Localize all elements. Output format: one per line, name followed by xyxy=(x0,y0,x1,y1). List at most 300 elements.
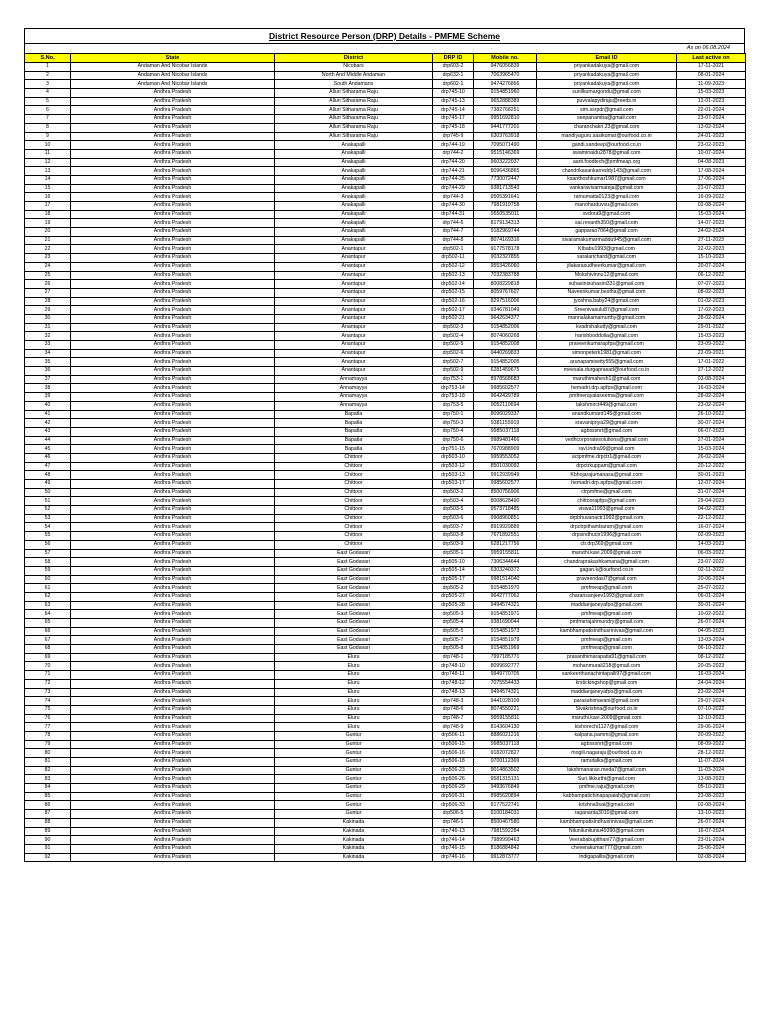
cell-district: Anantapur xyxy=(275,280,433,289)
cell-district: Eluru xyxy=(275,697,433,706)
cell-email: mogili.nagaraju@ourfood.co.in xyxy=(537,749,677,758)
cell-mobile: 9154852005 xyxy=(474,358,537,367)
cell-email: mannalakamamurthy@gmail.com xyxy=(537,314,677,323)
cell-district: Chittoor xyxy=(275,532,433,541)
cell-district: South Andamans xyxy=(275,80,433,89)
cell-district: Chittoor xyxy=(275,471,433,480)
cell-state: Andhra Pradesh xyxy=(71,332,275,341)
cell-last-active: 04-05-2023 xyxy=(677,627,746,636)
cell-mobile: 9014863502 xyxy=(474,766,537,775)
cell-sno: 89 xyxy=(25,827,71,836)
cell-state: Andhra Pradesh xyxy=(71,384,275,393)
cell-last-active: 23-07-2024 xyxy=(677,115,746,124)
cell-last-active: 23-02-2024 xyxy=(677,401,746,410)
table-row xyxy=(25,636,746,645)
cell-sno: 70 xyxy=(25,662,71,671)
cell-district: Bapatla xyxy=(275,427,433,436)
cell-district: Guntur xyxy=(275,749,433,758)
cell-state: Andhra Pradesh xyxy=(71,601,275,610)
cell-mobile: 9441028109 xyxy=(474,697,537,706)
cell-district: Chittoor xyxy=(275,462,433,471)
cell-sno: 52 xyxy=(25,506,71,515)
cell-mobile: 8074550221 xyxy=(474,705,537,714)
cell-mobile: 9032327855 xyxy=(474,254,537,263)
cell-mobile: 9182072827 xyxy=(474,749,537,758)
cell-mobile: 8500467580 xyxy=(474,818,537,827)
cell-mobile: 9177522741 xyxy=(474,801,537,810)
cell-sno: 69 xyxy=(25,653,71,662)
cell-sno: 80 xyxy=(25,749,71,758)
cell-last-active: 12-07-2024 xyxy=(677,480,746,489)
cell-last-active: 23-01-2024 xyxy=(677,836,746,845)
cell-sno: 78 xyxy=(25,731,71,740)
cell-state: Andhra Pradesh xyxy=(71,584,275,593)
table-row xyxy=(25,149,746,158)
cell-drp-id: drp745-17 xyxy=(433,115,474,124)
cell-mobile: 8985620894 xyxy=(474,792,537,801)
cell-last-active: 23-02-2024 xyxy=(677,688,746,697)
cell-state: Andhra Pradesh xyxy=(71,523,275,532)
cell-drp-id: drp502-7 xyxy=(433,358,474,367)
table-row xyxy=(25,236,746,245)
table-row xyxy=(25,332,746,341)
cell-district: Anantapur xyxy=(275,262,433,271)
cell-sno: 12 xyxy=(25,158,71,167)
cell-state: Andhra Pradesh xyxy=(71,271,275,280)
cell-last-active: 02-08-2024 xyxy=(677,801,746,810)
cell-mobile: 9949770705 xyxy=(474,671,537,680)
cell-last-active: 25-07-2022 xyxy=(677,584,746,593)
cell-district: Bapatla xyxy=(275,445,433,454)
cell-email: priyankadakuya@gmail.com xyxy=(537,80,677,89)
table-row xyxy=(25,280,746,289)
cell-sno: 79 xyxy=(25,740,71,749)
cell-email: Veerababupithani77@gmail.com xyxy=(537,836,677,845)
cell-mobile: 6281217756 xyxy=(474,540,537,549)
cell-email: pmfmerayalaseema@gmail.com xyxy=(537,393,677,402)
cell-drp-id: drp753-5 xyxy=(433,401,474,410)
cell-sno: 72 xyxy=(25,679,71,688)
cell-sno: 11 xyxy=(25,149,71,158)
cell-email: kalpana.pammi@gmail.com xyxy=(537,731,677,740)
cell-sno: 28 xyxy=(25,297,71,306)
cell-last-active: 08-12-2022 xyxy=(677,653,746,662)
cell-email: hemadri.drp.apfps@gmail.com xyxy=(537,480,677,489)
cell-state: Andhra Pradesh xyxy=(71,123,275,132)
cell-last-active: 06-01-2024 xyxy=(677,592,746,601)
table-row xyxy=(25,497,746,506)
cell-mobile: 7671892551 xyxy=(474,532,537,541)
cell-last-active: 10-02-2022 xyxy=(677,610,746,619)
cell-email: ravi.indra99@gmail.com xyxy=(537,445,677,454)
cell-drp-id: drp505-17 xyxy=(433,575,474,584)
cell-email: lakshmirct449@gmail.com xyxy=(537,401,677,410)
cell-state: Andhra Pradesh xyxy=(71,367,275,376)
cell-state: Andhra Pradesh xyxy=(71,688,275,697)
cell-email: jyoshna.baby24@gmail.com xyxy=(537,297,677,306)
cell-drp-id: drp746-13 xyxy=(433,827,474,836)
cell-state: Andhra Pradesh xyxy=(71,506,275,515)
table-row xyxy=(25,836,746,845)
cell-email: gapparao7064@gmail.com xyxy=(537,228,677,237)
cell-email: Mokshivinnu12@gmail.com xyxy=(537,271,677,280)
cell-drp-id: drp503-13 xyxy=(433,471,474,480)
cell-state: Andhra Pradesh xyxy=(71,132,275,141)
cell-mobile: 8074060268 xyxy=(474,332,537,341)
cell-district: Anantapur xyxy=(275,245,433,254)
cell-mobile: 7997185771 xyxy=(474,653,537,662)
cell-sno: 73 xyxy=(25,688,71,697)
cell-district: Guntur xyxy=(275,784,433,793)
cell-last-active: 01-02-2023 xyxy=(677,297,746,306)
cell-state: Andhra Pradesh xyxy=(71,453,275,462)
cell-sno: 88 xyxy=(25,818,71,827)
cell-state: Andhra Pradesh xyxy=(71,714,275,723)
cell-sno: 65 xyxy=(25,619,71,628)
cell-state: Andhra Pradesh xyxy=(71,740,275,749)
table-row xyxy=(25,358,746,367)
cell-mobile: 6303763918 xyxy=(474,132,537,141)
title-text: District Resource Person (DRP) Details - PMFME Scheme xyxy=(269,31,500,41)
cell-district: East Godavari xyxy=(275,566,433,575)
cell-mobile: 9959155811 xyxy=(474,714,537,723)
cell-last-active: 14-07-2023 xyxy=(677,219,746,228)
cell-drp-id: drp753-14 xyxy=(433,384,474,393)
cell-last-active: 07-07-2023 xyxy=(677,280,746,289)
cell-sno: 35 xyxy=(25,358,71,367)
cell-last-active: 17-02-2023 xyxy=(677,306,746,315)
cell-email: sravanipriya29@gmail.com xyxy=(537,419,677,428)
cell-drp-id: drp750-4 xyxy=(433,427,474,436)
cell-sno: 4 xyxy=(25,89,71,98)
cell-state: Andhra Pradesh xyxy=(71,358,275,367)
cell-drp-id: drp505-14 xyxy=(433,566,474,575)
cell-email: sunilkumargondu@gmail.com xyxy=(537,89,677,98)
cell-mobile: 8074169316 xyxy=(474,236,537,245)
cell-drp-id: drp503-12 xyxy=(433,462,474,471)
cell-drp-id: drp502-6 xyxy=(433,349,474,358)
table-row xyxy=(25,584,746,593)
col-header-district: District xyxy=(275,54,433,63)
cell-state: Andhra Pradesh xyxy=(71,89,275,98)
cell-district: Anantapur xyxy=(275,367,433,376)
cell-sno: 17 xyxy=(25,202,71,211)
cell-sno: 50 xyxy=(25,488,71,497)
table-row xyxy=(25,63,746,72)
cell-email: drpctrkuppam@gmail.com xyxy=(537,462,677,471)
cell-email: harishboddolla@gmail.com xyxy=(537,332,677,341)
cell-district: Alluri Sitharama Raju xyxy=(275,123,433,132)
cell-state: Andhra Pradesh xyxy=(71,288,275,297)
cell-district: Annamayya xyxy=(275,384,433,393)
cell-state: Andhra Pradesh xyxy=(71,254,275,263)
cell-sno: 20 xyxy=(25,228,71,237)
col-header-state: State xyxy=(71,54,275,63)
cell-district: Anantapur xyxy=(275,358,433,367)
cell-last-active: 06-03-2022 xyxy=(677,549,746,558)
cell-district: Anantapur xyxy=(275,306,433,315)
cell-drp-id: drp505-2 xyxy=(433,584,474,593)
cell-email: meesala.durgaprasad@ourfood.co.in xyxy=(537,367,677,376)
cell-last-active: 29-07-2024 xyxy=(677,697,746,706)
cell-state: Andhra Pradesh xyxy=(71,419,275,428)
table-row xyxy=(25,653,746,662)
table-row xyxy=(25,749,746,758)
cell-drp-id: drp751-15 xyxy=(433,445,474,454)
cell-state: Andhra Pradesh xyxy=(71,158,275,167)
cell-sno: 49 xyxy=(25,480,71,489)
table-row xyxy=(25,71,746,80)
cell-email: arunapamisetty555@gmail.com xyxy=(537,358,677,367)
cell-drp-id: drp503-4 xyxy=(433,497,474,506)
cell-drp-id: drp746-1 xyxy=(433,818,474,827)
cell-last-active: 13-02-2024 xyxy=(677,123,746,132)
cell-district: Kakinada xyxy=(275,836,433,845)
col-header-mobile: Mobile no. xyxy=(474,54,537,63)
cell-sno: 40 xyxy=(25,401,71,410)
cell-email: kvadrshakutty@gmail.com xyxy=(537,323,677,332)
table-row xyxy=(25,705,746,714)
table-row xyxy=(25,288,746,297)
cell-email: maddianjaneyafpo@gmail.com xyxy=(537,601,677,610)
cell-last-active: 02-09-2023 xyxy=(677,532,746,541)
cell-state: Andhra Pradesh xyxy=(71,141,275,150)
cell-sno: 30 xyxy=(25,314,71,323)
as-on-date: As on 06.08.2024 xyxy=(24,44,745,53)
cell-drp-id: drp505-7 xyxy=(433,636,474,645)
cell-drp-id: drp503-7 xyxy=(433,523,474,532)
cell-mobile: 9476056839 xyxy=(474,63,537,72)
cell-drp-id: drp506-16 xyxy=(433,749,474,758)
cell-sno: 44 xyxy=(25,436,71,445)
table-row xyxy=(25,175,746,184)
cell-last-active: 13-10-2023 xyxy=(677,810,746,819)
cell-email: sai.revanth350@gmail.com xyxy=(537,219,677,228)
cell-district: Eluru xyxy=(275,679,433,688)
cell-mobile: 8179134313 xyxy=(474,219,537,228)
cell-district: Alluri Sitharama Raju xyxy=(275,132,433,141)
cell-sno: 5 xyxy=(25,97,71,106)
cell-state: Andhra Pradesh xyxy=(71,549,275,558)
cell-sno: 31 xyxy=(25,323,71,332)
cell-mobile: 8919929889 xyxy=(474,523,537,532)
cell-state: Andhra Pradesh xyxy=(71,149,275,158)
cell-district: Chittoor xyxy=(275,480,433,489)
cell-district: Guntur xyxy=(275,740,433,749)
cell-state: Andhra Pradesh xyxy=(71,827,275,836)
cell-sno: 3 xyxy=(25,80,71,89)
cell-district: Chittoor xyxy=(275,514,433,523)
cell-last-active: 13-03-2024 xyxy=(677,636,746,645)
cell-sno: 61 xyxy=(25,584,71,593)
cell-email: agbsssnrt@gmail.com xyxy=(537,427,677,436)
cell-mobile: 7382768251 xyxy=(474,106,537,115)
table-row xyxy=(25,679,746,688)
table-row xyxy=(25,662,746,671)
table-row xyxy=(25,549,746,558)
cell-district: East Godavari xyxy=(275,592,433,601)
cell-email: vankaravivarmateja@gmail.com xyxy=(537,184,677,193)
cell-email: Kbhojarajumanasa@gmail.com xyxy=(537,471,677,480)
cell-state: Andhra Pradesh xyxy=(71,167,275,176)
cell-state: Andhra Pradesh xyxy=(71,818,275,827)
cell-sno: 91 xyxy=(25,844,71,853)
cell-mobile: 7063965470 xyxy=(474,71,537,80)
cell-email: priyankadakuya@gmail.com xyxy=(537,71,677,80)
cell-last-active: 07-10-2022 xyxy=(677,705,746,714)
cell-sno: 58 xyxy=(25,558,71,567)
table-row xyxy=(25,436,746,445)
cell-mobile: 9154851960 xyxy=(474,89,537,98)
cell-sno: 8 xyxy=(25,123,71,132)
cell-last-active: 17-08-2024 xyxy=(677,167,746,176)
table-row xyxy=(25,349,746,358)
table-row xyxy=(25,228,746,237)
cell-district: Anantapur xyxy=(275,349,433,358)
cell-district: Anantapur xyxy=(275,332,433,341)
cell-email: Sreenivasulu87@gmail.com xyxy=(537,306,677,315)
cell-district: Eluru xyxy=(275,662,433,671)
cell-state: Andhra Pradesh xyxy=(71,575,275,584)
cell-state: Andhra Pradesh xyxy=(71,514,275,523)
cell-mobile: 7075554433 xyxy=(474,679,537,688)
cell-state: Andhra Pradesh xyxy=(71,566,275,575)
cell-district: Anakapalli xyxy=(275,228,433,237)
cell-district: Alluri Sitharama Raju xyxy=(275,106,433,115)
cell-district: Guntur xyxy=(275,766,433,775)
cell-last-active: 16-07-2024 xyxy=(677,523,746,532)
cell-last-active: 16-07-2024 xyxy=(677,827,746,836)
cell-drp-id: drp506-33 xyxy=(433,801,474,810)
cell-mobile: 7981919758 xyxy=(474,202,537,211)
cell-drp-id: drp503-9 xyxy=(433,540,474,549)
table-row xyxy=(25,540,746,549)
cell-state: Andhra Pradesh xyxy=(71,401,275,410)
cell-email: saralarichard@gmail.com xyxy=(537,254,677,263)
cell-email: gagan.k@ourfood.co.in xyxy=(537,566,677,575)
cell-sno: 71 xyxy=(25,671,71,680)
cell-last-active: 03-08-2024 xyxy=(677,375,746,384)
table-row xyxy=(25,731,746,740)
table-row xyxy=(25,384,746,393)
cell-district: Kakinada xyxy=(275,853,433,862)
cell-drp-id: drp748-11 xyxy=(433,671,474,680)
cell-district: Anakapalli xyxy=(275,149,433,158)
cell-email: lakshmanarao.meda7@gmail.com xyxy=(537,766,677,775)
cell-state: Andhra Pradesh xyxy=(71,202,275,211)
cell-email: aarti.foodtech@pmfmeap.org xyxy=(537,158,677,167)
table-row xyxy=(25,827,746,836)
cell-mobile: 9985602577 xyxy=(474,384,537,393)
cell-drp-id: drp750-1 xyxy=(433,410,474,419)
cell-mobile: 8008628490 xyxy=(474,497,537,506)
cell-sno: 85 xyxy=(25,792,71,801)
cell-state: Andhra Pradesh xyxy=(71,245,275,254)
cell-drp-id: drp744-31 xyxy=(433,210,474,219)
cell-email: hemadri.drp.apfps@gmail.com xyxy=(537,384,677,393)
cell-mobile: 8297516006 xyxy=(474,297,537,306)
cell-district: Alluri Sitharama Raju xyxy=(275,89,433,98)
cell-state: Andhra Pradesh xyxy=(71,627,275,636)
cell-sno: 46 xyxy=(25,453,71,462)
cell-email: simonpeterk1981@gmail.com xyxy=(537,349,677,358)
cell-email: svdora9@gmail.com xyxy=(537,210,677,219)
cell-sno: 15 xyxy=(25,184,71,193)
cell-email: parasahimavani@gmail.com xyxy=(537,697,677,706)
cell-district: East Godavari xyxy=(275,627,433,636)
cell-last-active: 30-07-2024 xyxy=(677,419,746,428)
cell-district: East Godavari xyxy=(275,610,433,619)
cell-last-active: 02-08-2024 xyxy=(677,853,746,862)
cell-email: actpmfme.drpctr1@gmail.com xyxy=(537,453,677,462)
document-title xyxy=(24,28,745,44)
cell-district: Kakinada xyxy=(275,818,433,827)
cell-drp-id: drp505-5 xyxy=(433,627,474,636)
cell-last-active: 08-01-2024 xyxy=(677,71,746,80)
cell-mobile: 9603222037 xyxy=(474,158,537,167)
cell-sno: 45 xyxy=(25,445,71,454)
cell-email: pmfmerajahmundry@gmail.com xyxy=(537,619,677,628)
cell-mobile: 9553426060 xyxy=(474,262,537,271)
cell-state: Andhra Pradesh xyxy=(71,636,275,645)
cell-state: Andhra Pradesh xyxy=(71,314,275,323)
table-row xyxy=(25,158,746,167)
cell-mobile: 8059767607 xyxy=(474,288,537,297)
cell-district: Anakapalli xyxy=(275,219,433,228)
cell-mobile: 8186884842 xyxy=(474,844,537,853)
cell-mobile: 9100184031 xyxy=(474,810,537,819)
cell-mobile: 9494574321 xyxy=(474,601,537,610)
cell-sno: 92 xyxy=(25,853,71,862)
table-row xyxy=(25,401,746,410)
cell-district: Anantapur xyxy=(275,323,433,332)
cell-last-active: 28-12-2022 xyxy=(677,749,746,758)
cell-email: maddianjaneyafpo@gmail.com xyxy=(537,688,677,697)
cell-district: Anantapur xyxy=(275,254,433,263)
cell-drp-id: drp750-6 xyxy=(433,436,474,445)
cell-drp-id: drp502-16 xyxy=(433,297,474,306)
table-row xyxy=(25,766,746,775)
cell-sno: 67 xyxy=(25,636,71,645)
cell-state: Andaman And Nicobar Islands xyxy=(71,71,275,80)
cell-drp-id: drp745-14 xyxy=(433,106,474,115)
table-row xyxy=(25,488,746,497)
cell-sno: 54 xyxy=(25,523,71,532)
table-row xyxy=(25,714,746,723)
cell-district: Anantapur xyxy=(275,271,433,280)
cell-email: charanchakri.23@gmail.com xyxy=(537,123,677,132)
cell-state: Andhra Pradesh xyxy=(71,323,275,332)
cell-mobile: 8978568683 xyxy=(474,375,537,384)
cell-state: Andhra Pradesh xyxy=(71,375,275,384)
cell-state: Andhra Pradesh xyxy=(71,853,275,862)
cell-district: Anakapalli xyxy=(275,193,433,202)
cell-email: ramutalks@gmail.com xyxy=(537,758,677,767)
cell-sno: 48 xyxy=(25,471,71,480)
cell-district: North And Middle Andaman xyxy=(275,71,433,80)
cell-drp-id: drp502-1 xyxy=(433,245,474,254)
cell-drp-id: drp748-3 xyxy=(433,697,474,706)
cell-district: Anantapur xyxy=(275,314,433,323)
cell-drp-id: drp505-3 xyxy=(433,610,474,619)
cell-mobile: 8143604130 xyxy=(474,723,537,732)
cell-last-active: 24-01-2023 xyxy=(677,132,746,141)
cell-drp-id: drp506-31 xyxy=(433,792,474,801)
cell-drp-id: drp503-6 xyxy=(433,514,474,523)
table-row xyxy=(25,132,746,141)
cell-district: Eluru xyxy=(275,705,433,714)
cell-mobile: 8501030092 xyxy=(474,462,537,471)
